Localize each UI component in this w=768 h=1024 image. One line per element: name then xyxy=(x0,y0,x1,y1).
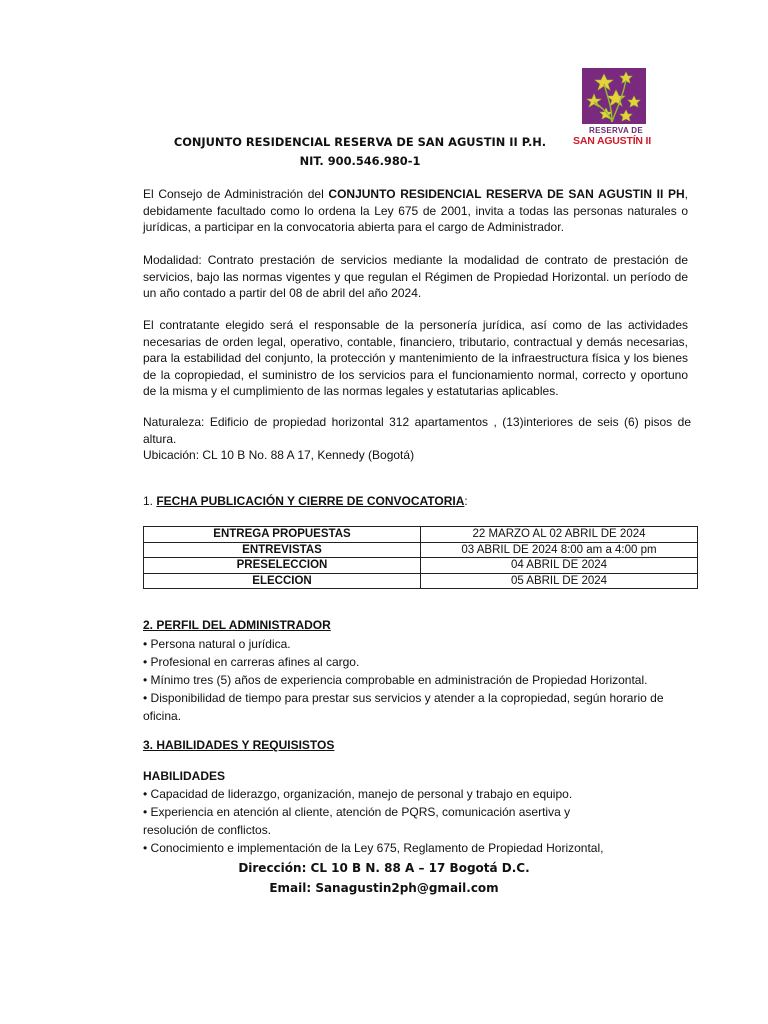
table-cell-value: 05 ABRIL DE 2024 xyxy=(421,573,698,589)
table-cell-value: 03 ABRIL DE 2024 8:00 am a 4:00 pm xyxy=(421,542,698,558)
section1-heading xyxy=(143,494,468,508)
logo-flower-icon xyxy=(582,68,646,124)
intro-rest: , debidamente facultado como lo ordena la Ley 675 de 2001, invita a todas las personas naturales o jurídicas, a participar en la convocatoria abierta para el cargo de Administrador. xyxy=(143,187,688,234)
logo-text-line1: RESERVA DE xyxy=(589,126,643,135)
schedule-table xyxy=(143,526,698,589)
table-row xyxy=(144,558,698,574)
modalidad-paragraph: Modalidad: Contrato prestación de servicios mediante la modalidad de contrato de prestación de servicios, bajo las normas vigentes y que regulan el Régimen de Propiedad Horizontal. un período de un año contado a partir del 08 de abril del año 2024. xyxy=(143,253,688,300)
logo xyxy=(566,68,658,156)
table-cell-label: PRESELECCION xyxy=(144,558,421,574)
ubicacion-line: Ubicación: CL 10 B No. 88 A 17, Kennedy (Bogotá) xyxy=(143,448,415,462)
table-cell-label: ELECCION xyxy=(144,573,421,589)
list-item: • Profesional en carreras afines al cargo. xyxy=(143,655,360,669)
table-cell-label: ENTREVISTAS xyxy=(144,542,421,558)
nit-number: NIT. 900.546.980-1 xyxy=(299,154,421,168)
list-item: • Persona natural o jurídica. xyxy=(143,637,291,651)
table-row xyxy=(144,573,698,589)
section1-suffix: : xyxy=(464,494,468,508)
footer-address: Dirección: CL 10 B N. 88 A – 17 Bogotá D.C. xyxy=(238,861,530,875)
footer-email: Email: Sanagustin2ph@gmail.com xyxy=(269,881,499,895)
list-item: • Disponibilidad de tiempo para prestar sus servicios y atender a la copropiedad, según horario de oficina. xyxy=(143,691,664,723)
section3-list xyxy=(143,785,613,857)
table-cell-value: 04 ABRIL DE 2024 xyxy=(421,558,698,574)
contratante-paragraph: El contratante elegido será el responsable de la personería jurídica, así como de las actividades necesarias de orden legal, operativo, contable, financiero, tributario, contractual y demás necesarias, para la estabilidad del conjunto, la protección y mantenimiento de la infraestructura física y los bienes de la copropiedad, el suministro de los servicios para el funcionamiento normal, correcto y oportuno de la misma y el cumplimiento de las normas legales y estatutarias aplicables. xyxy=(143,318,688,398)
table-row xyxy=(144,527,698,543)
section1-title: FECHA PUBLICACIÓN Y CIERRE DE CONVOCATORIA xyxy=(156,494,465,508)
document-title: CONJUNTO RESIDENCIAL RESERVA DE SAN AGUSTIN II P.H. xyxy=(173,135,547,149)
intro-prefix: El Consejo de Administración del xyxy=(143,187,329,201)
list-item: • Conocimiento e implementación de la Ley 675, Reglamento de Propiedad Horizontal, xyxy=(143,841,604,855)
naturaleza-paragraph: Naturaleza: Edificio de propiedad horizontal 312 apartamentos , (13)interiores de seis (6) pisos de altura. xyxy=(143,415,691,446)
section1-number: 1. xyxy=(143,494,157,508)
list-item: • Capacidad de liderazgo, organización, manejo de personal y trabajo en equipo. xyxy=(143,787,573,801)
section2-list xyxy=(143,635,691,725)
section2-title: 2. PERFIL DEL ADMINISTRADOR xyxy=(143,618,331,632)
section3-title: 3. HABILIDADES Y REQUISISTOS xyxy=(143,738,335,752)
table-row xyxy=(144,542,698,558)
list-item: • Experiencia en atención al cliente, atención de PQRS, comunicación asertiva y resolución de conflictos. xyxy=(143,805,571,837)
intro-name: CONJUNTO RESIDENCIAL RESERVA DE SAN AGUSTIN II PH xyxy=(328,187,685,201)
list-item: • Mínimo tres (5) años de experiencia comprobable en administración de Propiedad Horizontal. xyxy=(143,673,648,687)
intro-paragraph xyxy=(143,186,688,236)
table-cell-label: ENTREGA PROPUESTAS xyxy=(144,527,421,543)
logo-text-line2: SAN AGUSTÍN II xyxy=(573,135,651,147)
section3-subtitle: HABILIDADES xyxy=(143,769,226,783)
table-cell-value: 22 MARZO AL 02 ABRIL DE 2024 xyxy=(421,527,698,543)
